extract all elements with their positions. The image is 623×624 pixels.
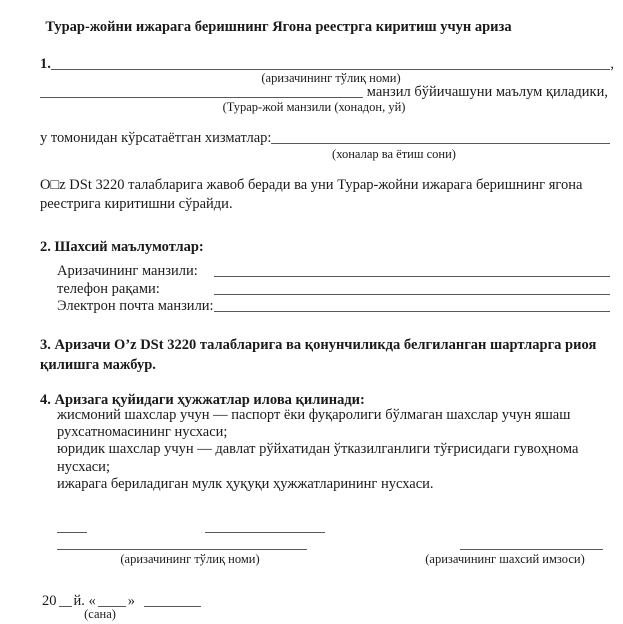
signer-name-caption: (аризачининг тўлиқ номи)	[120, 552, 260, 566]
applicant-name-line[interactable]	[51, 53, 611, 70]
page-title: Турар-жойни ижарага беришнинг Ягона реестрга киритиш учун ариза	[45, 19, 512, 35]
address-statement: манзил бўйичашуни маълум қиладики,	[366, 84, 608, 100]
email-field-label: Электрон почта манзили:	[57, 298, 214, 314]
attachments-heading: 4. Аризага қуйидаги ҳужжатлар илова қилинади:	[40, 392, 365, 408]
year-prefix: 20	[42, 593, 57, 609]
field-row-phone	[57, 280, 610, 295]
quote-close: »	[127, 593, 136, 609]
month-blank-line[interactable]	[144, 593, 201, 607]
personal-signature-line[interactable]	[460, 549, 603, 550]
trailing-comma: ,	[610, 56, 614, 72]
personal-signature-caption: (аризачининг шахсий имзоси)	[425, 552, 585, 566]
attachments-list	[57, 407, 613, 493]
personal-info-heading: 2. Шахсий маълумотлар:	[40, 239, 204, 255]
year-blank-line[interactable]	[59, 593, 72, 607]
applicant-name-caption: (аризачининг тўлиқ номи)	[261, 71, 401, 85]
attachment-item: юридик шахслар учун — давлат рўйхатидан ўтказилганлиги тўғрисидаги гувоҳнома нусхаси;	[57, 441, 579, 475]
services-row	[40, 127, 610, 144]
date-row	[40, 593, 201, 607]
signature-blank-medium-line[interactable]	[205, 532, 325, 533]
address-field-label: Аризачининг манзили:	[57, 263, 198, 279]
address-caption: (Турар-жой манзили (хонадон, уй)	[222, 100, 406, 114]
day-blank-line[interactable]	[98, 593, 126, 607]
field-row-email	[57, 297, 610, 312]
request-paragraph: O□z DSt 3220 талабларига жавоб беради ва уни Турар-жойни ижарага беришнинг ягона реестрига киритишни сўрайди.	[40, 177, 583, 212]
date-caption: (сана)	[84, 607, 116, 621]
signer-name-line[interactable]	[57, 549, 307, 550]
signature-blank-small-line[interactable]	[57, 532, 87, 533]
services-caption: (хоналар ва ётиш сони)	[332, 147, 456, 161]
attachment-item: ижарага бериладиган мулк ҳуқуқи ҳужжатларининг нусхаси.	[57, 475, 434, 492]
phone-field-label: телефон рақами:	[57, 280, 160, 297]
phone-field-line[interactable]	[214, 280, 610, 295]
obligation-text: 3. Аризачи O’z DSt 3220 талабларига ва қонунчиликда белгиланган шартларга риоя қилишга мажбур.	[40, 337, 597, 373]
address-field-line[interactable]	[214, 262, 610, 277]
year-label: й. «	[73, 593, 96, 609]
services-label: у томонидан кўрсатаётган хизматлар:	[40, 130, 272, 146]
address-row	[40, 81, 608, 98]
field-row-address	[57, 262, 610, 277]
item-number: 1.	[40, 56, 51, 72]
services-line[interactable]	[271, 127, 610, 144]
email-field-line[interactable]	[214, 297, 610, 312]
applicant-name-row	[40, 53, 614, 70]
attachment-item: жисмоний шахслар учун — паспорт ёки фуқаролиги бўлмаган шахслар учун яшаш рухсатномасининг нусхаси;	[57, 407, 571, 441]
address-line[interactable]	[40, 81, 363, 98]
